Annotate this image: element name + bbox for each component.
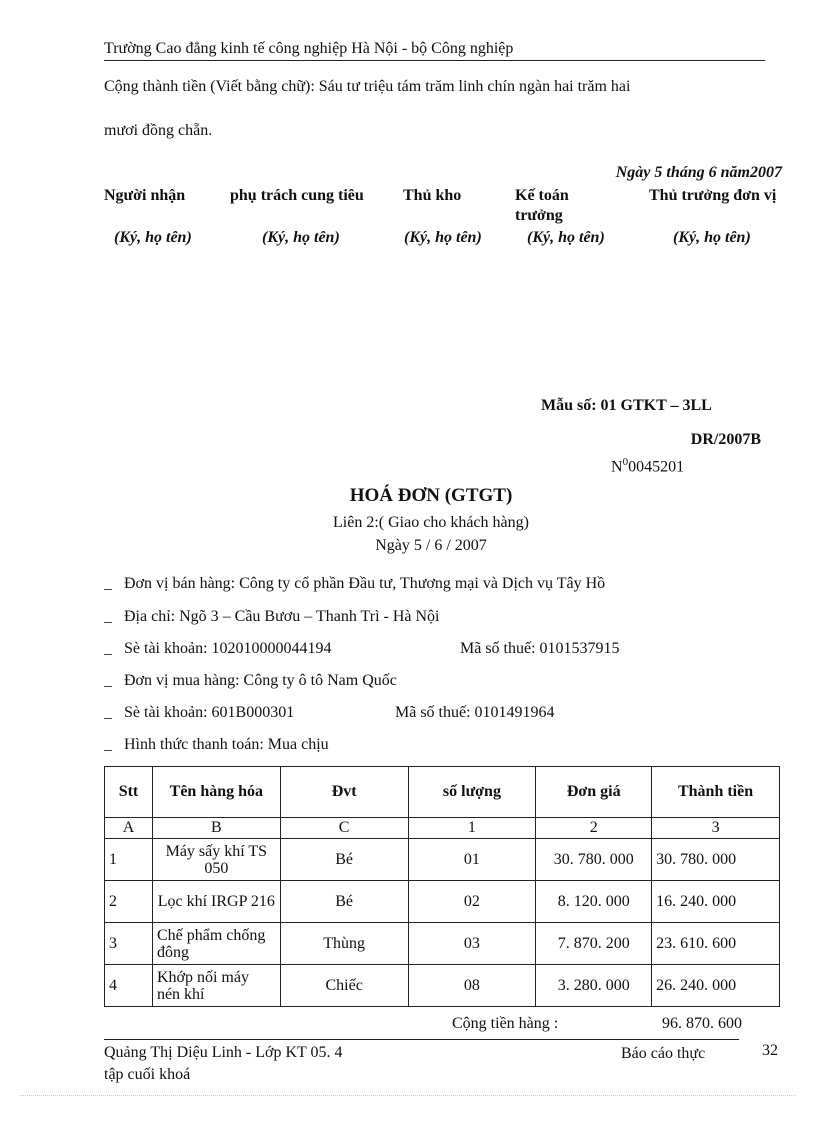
table-index-row: [105, 818, 780, 839]
row-quantity: 01: [408, 839, 536, 881]
invoice-number-prefix: N: [611, 458, 623, 476]
invoice-title: HOÁ ĐƠN (GTGT): [349, 485, 513, 506]
signature-title-supply: phụ trách cung tiêu: [230, 187, 364, 204]
invoice-number: [611, 456, 684, 476]
index-cell: 3: [652, 818, 780, 839]
bullet-dash: _: [104, 736, 112, 753]
index-cell: 1: [408, 818, 536, 839]
signature-note-supply: (Ký, họ tên): [262, 229, 340, 246]
row-item-name: Lọc khí IRGP 216: [152, 881, 280, 923]
invoice-table: [104, 766, 780, 1007]
table-row: [105, 965, 780, 1007]
signature-title-head: Thủ trưởng đơn vị: [649, 187, 777, 204]
signature-title-receiver: Người nhận: [104, 187, 186, 204]
invoice-number-value: 0045201: [628, 458, 685, 476]
table-row: [105, 923, 780, 965]
bullet-dash: _: [104, 704, 112, 721]
row-stt: 3: [105, 923, 153, 965]
payment-line: [104, 736, 329, 754]
row-stt: 2: [105, 881, 153, 923]
row-stt: 1: [105, 839, 153, 881]
index-cell: B: [152, 818, 280, 839]
bullet-dash: _: [104, 640, 112, 657]
seller-address: Địa chỉ: Ngõ 3 – Cầu Bươu – Thanh Trì - Hà Nội: [124, 608, 440, 625]
page-bottom-divider: [20, 1095, 796, 1096]
total-value: 96. 870. 600: [662, 1015, 742, 1032]
row-unit-price: 3. 280. 000: [536, 965, 652, 1007]
row-stt: 4: [105, 965, 153, 1007]
invoice-series: DR/2007B: [690, 431, 761, 448]
row-amount: 23. 610. 600: [652, 923, 780, 965]
row-quantity: 03: [408, 923, 536, 965]
row-amount: 30. 780. 000: [652, 839, 780, 881]
signature-title-chief-accountant: Kế toán trưởng: [515, 187, 569, 224]
seller-tax-code: Mã số thuế: 0101537915: [460, 640, 620, 657]
seller-account-line: [104, 640, 620, 658]
row-unit: Bé: [280, 839, 408, 881]
row-item-name: Khớp nối máy nén khí: [152, 965, 280, 1007]
index-cell: 2: [536, 818, 652, 839]
row-unit: Thùng: [280, 923, 408, 965]
table-row: [105, 839, 780, 881]
row-amount: 16. 240. 000: [652, 881, 780, 923]
signature-title-storekeeper: Thủ kho: [403, 187, 462, 204]
index-cell: A: [105, 818, 153, 839]
row-item-name: Máy sấy khí TS 050: [152, 839, 280, 881]
invoice-copy: Liên 2:( Giao cho khách hàng): [333, 514, 529, 531]
buyer-account: Sè tài khoản: 601B000301: [124, 704, 295, 721]
header-quantity: số lượng: [408, 767, 536, 818]
header-item-name: Tên hàng hóa: [152, 767, 280, 818]
table-row: [105, 881, 780, 923]
total-words-line-1: Cộng thành tiền (Viết bằng chữ): Sáu tư triệu tám trăm linh chín ngàn hai trăm hai: [104, 78, 631, 95]
footer-report-title: Báo cáo thực: [621, 1045, 706, 1062]
buyer-tax-code: Mã số thuế: 0101491964: [395, 704, 555, 721]
page-number: 32: [762, 1042, 778, 1059]
row-quantity: 08: [408, 965, 536, 1007]
page-header: Trường Cao đẳng kinh tế công nghiệp Hà Nội - bộ Công nghiệp: [104, 40, 514, 57]
buyer-name: Đơn vị mua hàng: Công ty ô tô Nam Quốc: [124, 672, 397, 689]
row-item-name: Chế phẩm chống đông: [152, 923, 280, 965]
total-words-line-2: mươi đồng chẵn.: [104, 122, 213, 139]
signature-note-head: (Ký, họ tên): [673, 229, 751, 246]
row-unit: Chiếc: [280, 965, 408, 1007]
footer-author: Quảng Thị Diệu Linh - Lớp KT 05. 4: [104, 1044, 343, 1061]
header-divider: [104, 60, 765, 61]
seller-line: [104, 575, 605, 593]
seller-name: Đơn vị bán hàng: Công ty cổ phần Đầu tư, Thương mại và Dịch vụ Tây Hồ: [124, 575, 606, 592]
row-quantity: 02: [408, 881, 536, 923]
buyer-line: [104, 672, 397, 690]
signature-note-chief-accountant: (Ký, họ tên): [527, 229, 605, 246]
signature-date: Ngày 5 tháng 6 năm2007: [615, 164, 782, 181]
signature-note-storekeeper: (Ký, họ tên): [404, 229, 482, 246]
row-amount: 26. 240. 000: [652, 965, 780, 1007]
form-number: Mẫu số: 01 GTKT – 3LL: [541, 397, 712, 414]
payment-method: Hình thức thanh toán: Mua chịu: [124, 736, 329, 753]
invoice-date: Ngày 5 / 6 / 2007: [375, 537, 487, 554]
header-amount: Thành tiền: [652, 767, 780, 818]
footer-report-title-cont: tập cuối khoá: [104, 1066, 191, 1083]
signature-note-receiver: (Ký, họ tên): [114, 229, 192, 246]
bullet-dash: _: [104, 672, 112, 689]
invoice-number-sup: 0: [622, 456, 629, 468]
total-label: Cộng tiền hàng :: [452, 1015, 559, 1032]
row-unit-price: 8. 120. 000: [536, 881, 652, 923]
header-stt: Stt: [105, 767, 153, 818]
bullet-dash: _: [104, 608, 112, 625]
footer-divider: [104, 1039, 739, 1040]
row-unit-price: 30. 780. 000: [536, 839, 652, 881]
row-unit-price: 7. 870. 200: [536, 923, 652, 965]
header-unit-price: Đơn giá: [536, 767, 652, 818]
buyer-account-line: [104, 704, 555, 722]
header-unit: Đvt: [280, 767, 408, 818]
bullet-dash: _: [104, 575, 112, 592]
address-line: [104, 608, 440, 626]
seller-account: Sè tài khoản: 102010000044194: [124, 640, 332, 657]
row-unit: Bé: [280, 881, 408, 923]
index-cell: C: [280, 818, 408, 839]
table-header-row: [105, 767, 780, 818]
